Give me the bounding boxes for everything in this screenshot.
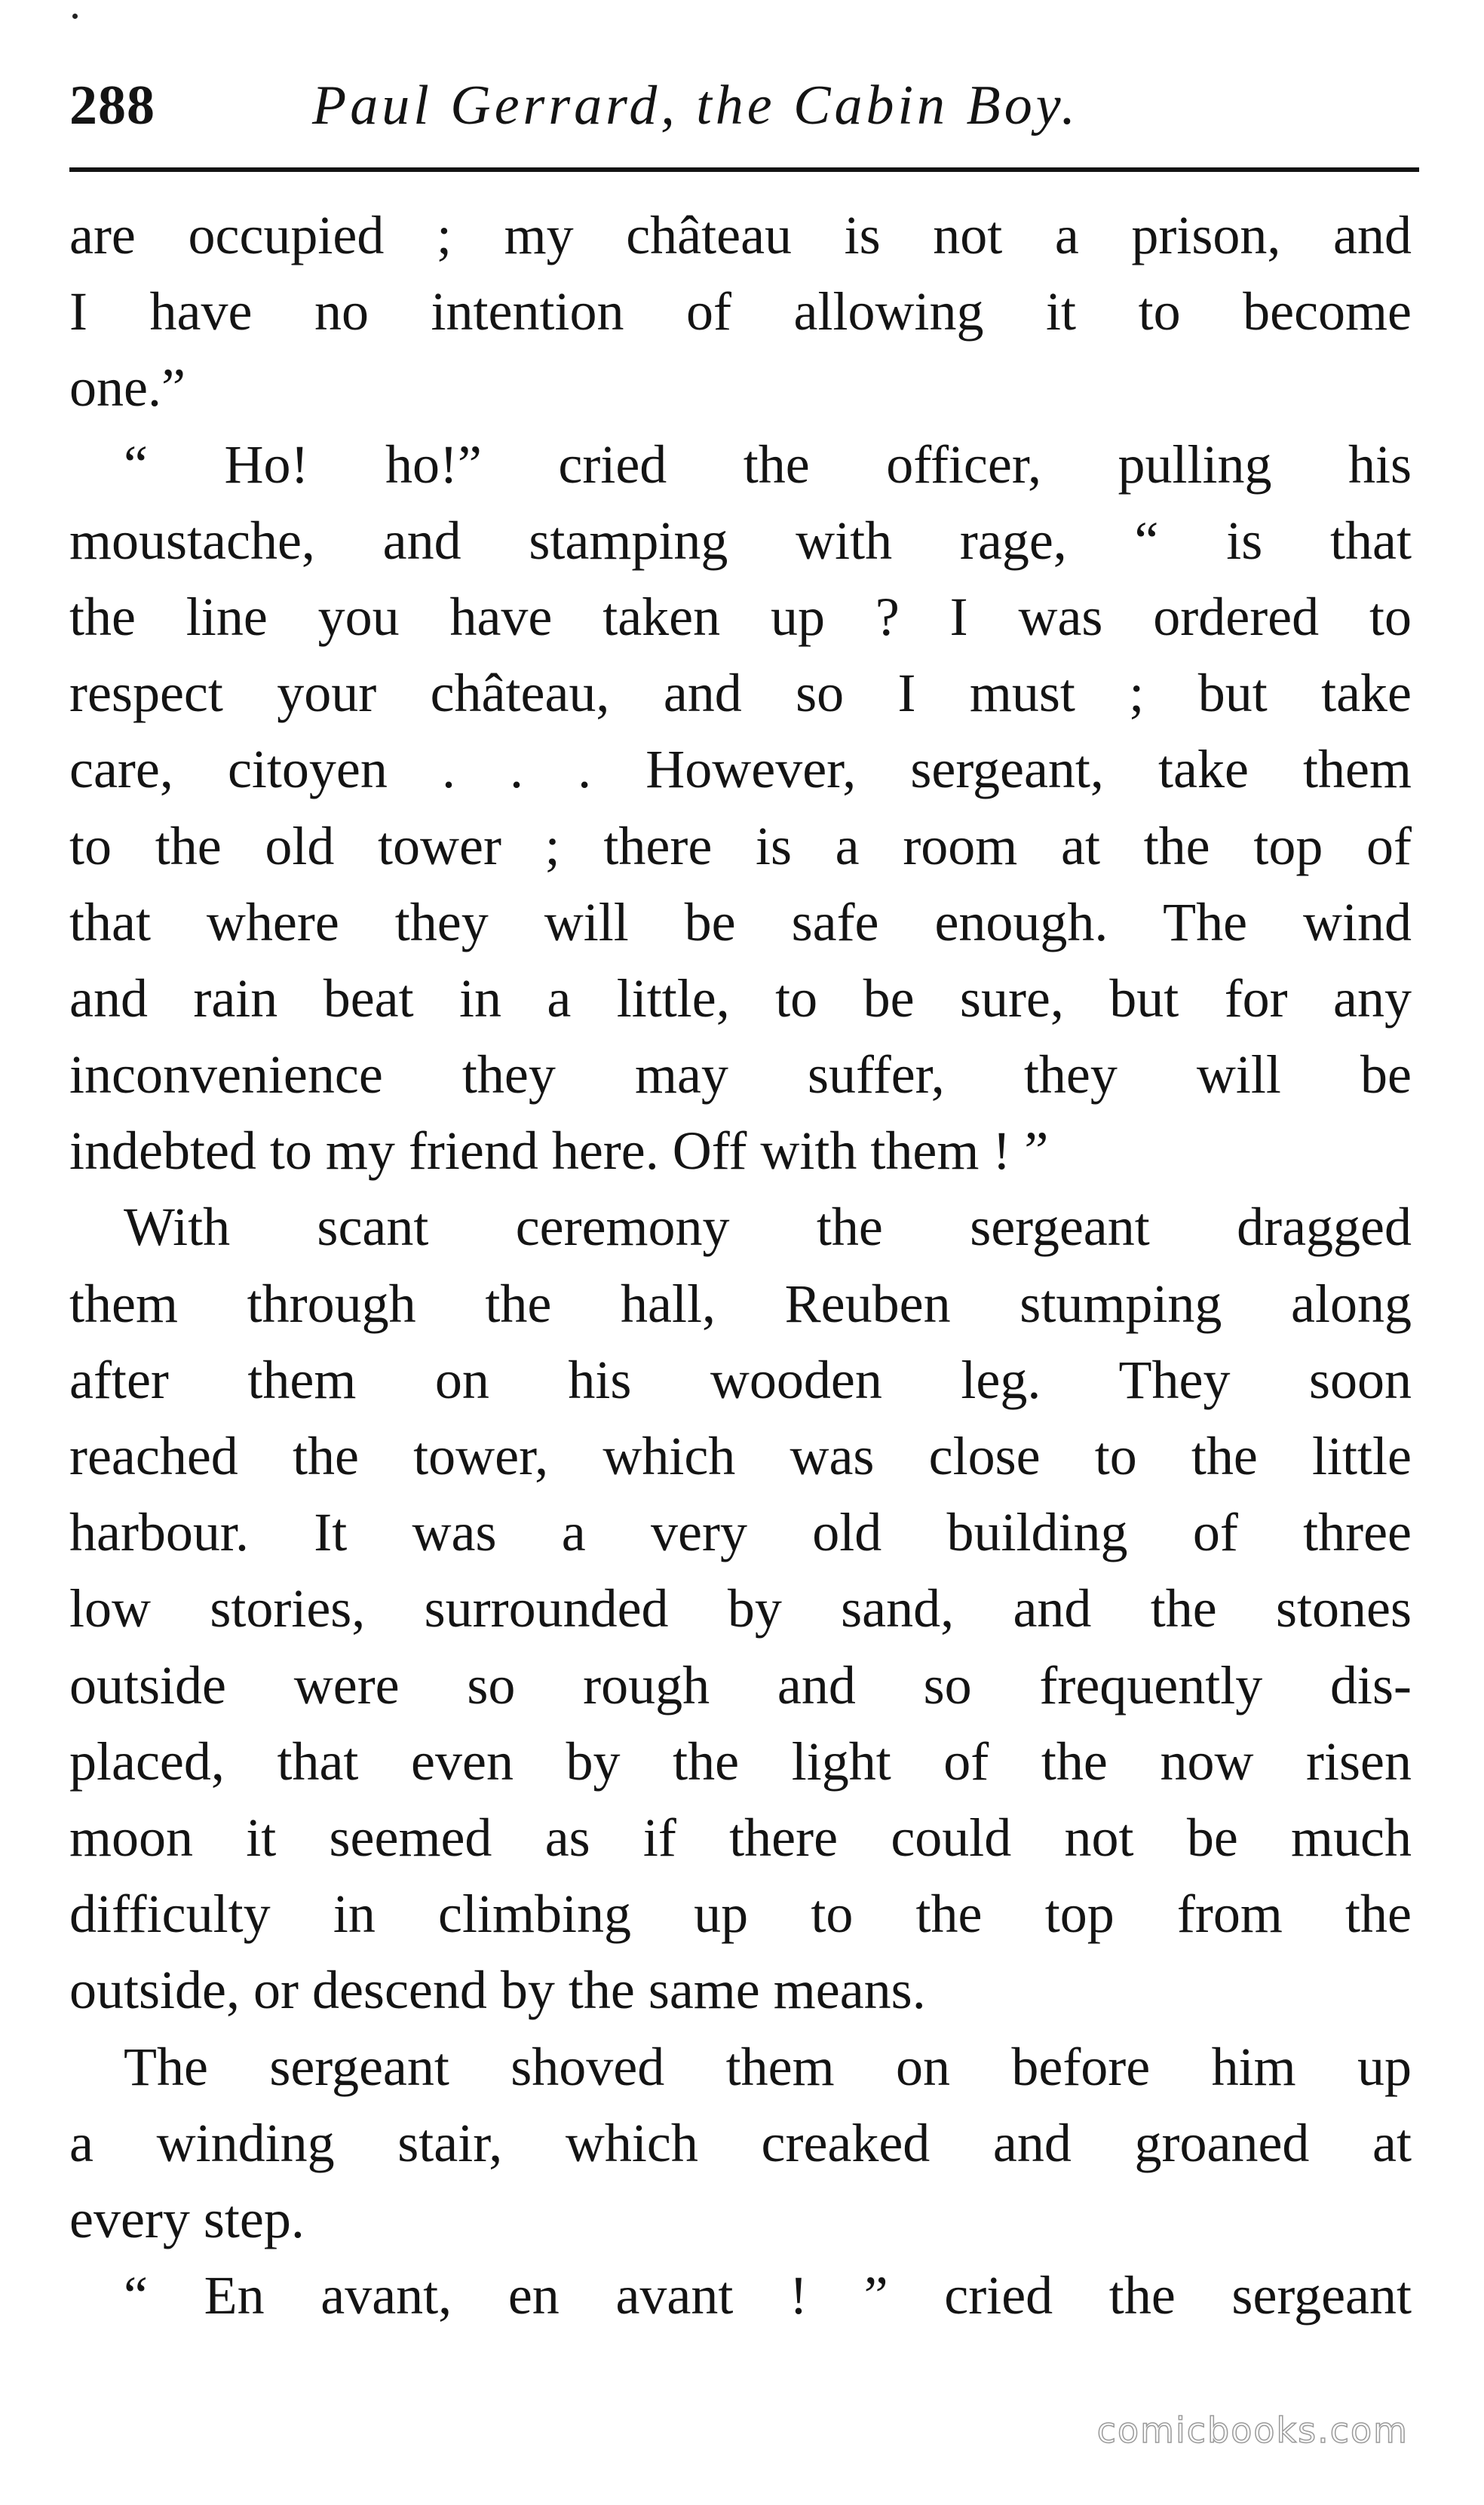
- running-title: Paul Gerrard, the Cabin Boy.: [312, 75, 1079, 136]
- text-line: moustache, and stamping with rage, “ is that: [69, 510, 1412, 571]
- text-line: inconvenience they may suffer, they will be: [69, 1044, 1412, 1105]
- text-line: “ Ho! ho!” cried the officer, pulling his: [124, 434, 1412, 495]
- text-line: to the old tower ; there is a room at the top of: [69, 815, 1412, 876]
- text-line: respect your château, and so I must ; but take: [69, 663, 1412, 724]
- text-line: placed, that even by the light of the now risen: [69, 1731, 1412, 1792]
- text-line: difficulty in climbing up to the top from the: [69, 1884, 1412, 1945]
- text-line: every step.: [69, 2188, 305, 2249]
- header-rule: [69, 167, 1419, 172]
- text-line: With scant ceremony the sergeant dragged: [124, 1197, 1412, 1258]
- text-line: one.”: [69, 357, 186, 419]
- text-line: care, citoyen . . . However, sergeant, take them: [69, 739, 1412, 800]
- text-line: are occupied ; my château is not a prison, and: [69, 205, 1412, 265]
- ink-speck: [72, 14, 78, 19]
- text-line: the line you have taken up ? I was ordered to: [69, 586, 1412, 647]
- text-line: harbour. It was a very old building of three: [69, 1502, 1412, 1563]
- text-line: outside, or descend by the same means.: [69, 1960, 926, 2021]
- body-text: [69, 198, 1412, 2334]
- text-line: them through the hall, Reuben stumping along: [69, 1273, 1412, 1334]
- text-line: moon it seemed as if there could not be much: [69, 1807, 1412, 1868]
- page-number: 288: [69, 75, 155, 136]
- text-line: I have no intention of allowing it to become: [69, 281, 1412, 342]
- text-line: that where they will be safe enough. The wind: [69, 891, 1412, 952]
- text-line: and rain beat in a little, to be sure, but for any: [69, 967, 1412, 1029]
- text-line: a winding stair, which creaked and groaned at: [69, 2112, 1412, 2173]
- text-line: after them on his wooden leg. They soon: [69, 1349, 1412, 1410]
- watermark: comicbooks.com: [1096, 2410, 1409, 2451]
- text-line: reached the tower, which was close to the little: [69, 1426, 1412, 1486]
- page-header: [69, 63, 1412, 154]
- text-line: “ En avant, en avant ! ” cried the sergeant: [124, 2265, 1412, 2326]
- text-line: indebted to my friend here. Off with them ! ”: [69, 1121, 1049, 1182]
- text-line: The sergeant shoved them on before him up: [124, 2036, 1412, 2097]
- text-line: outside were so rough and so frequently dis-: [69, 1654, 1412, 1715]
- text-line: low stories, surrounded by sand, and the stones: [69, 1578, 1412, 1639]
